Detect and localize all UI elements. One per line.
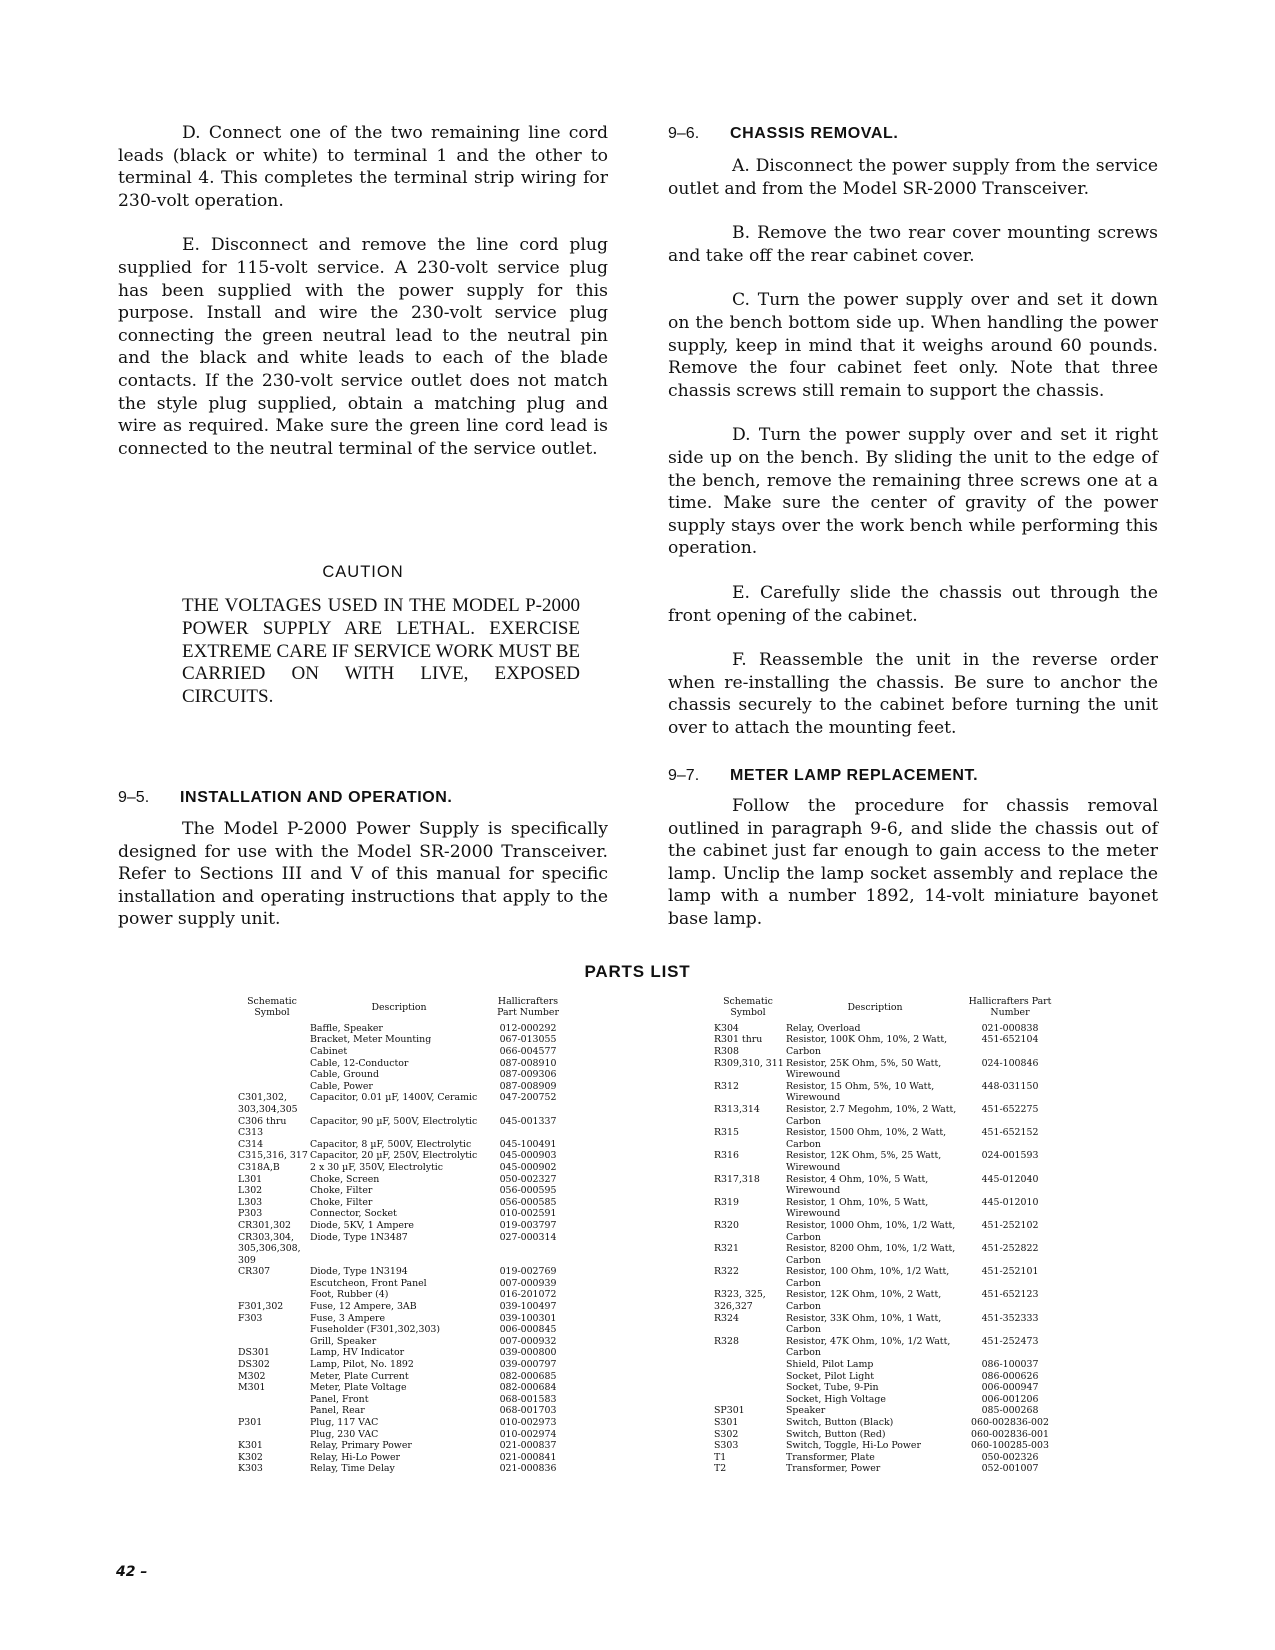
part-description: Resistor, 1000 Ohm, 10%, 1/2 Watt, Carbon (786, 1219, 956, 1243)
part-description: Resistor, 2.7 Megohm, 10%, 2 Watt, Carbon (786, 1103, 957, 1127)
table-row (710, 1394, 1056, 1406)
part-number: 451-252102 (981, 1219, 1039, 1231)
part-number: 068-001703 (499, 1405, 557, 1417)
table-row (234, 1046, 568, 1058)
part-symbol: R309,310, 311 (714, 1057, 784, 1069)
part-description: Meter, Plate Voltage (310, 1382, 407, 1394)
chassis-step-f: F. Reassemble the unit in the reverse order when re-installing the chassis. Be sure to anchor the chassis securely to the cabinet before turning the unit over to attach the mounting feet. (668, 650, 1158, 738)
part-number: 045-000903 (499, 1150, 557, 1162)
part-description: Relay, Time Delay (310, 1463, 395, 1475)
part-symbol: CR303,304, 305,306,308, 309 (238, 1231, 301, 1266)
part-description: Foot, Rubber (4) (310, 1289, 389, 1301)
table-header-row (710, 996, 1056, 1023)
part-description: Socket, Pilot Light (786, 1370, 875, 1382)
part-number: 050-002326 (981, 1451, 1039, 1463)
table-row (234, 1174, 568, 1186)
part-number: 451-652123 (981, 1289, 1039, 1301)
header-part-number: Hallicrafters Part Number (968, 996, 1052, 1019)
section-number: 9–6. (668, 125, 700, 142)
part-number: 039-000800 (499, 1347, 557, 1359)
part-number: 451-652275 (981, 1103, 1039, 1115)
part-description: Resistor, 33K Ohm, 10%, 1 Watt, Carbon (786, 1312, 942, 1336)
part-symbol (234, 1289, 310, 1301)
paragraph-e-service-plug: E. Disconnect and remove the line cord plug supplied for 115-volt service. A 230-volt service plug has been supplied with the power supply for this purpose. Install and wire the 230-volt service plug connecting the green neutral lead to the neutral pin and the black and white leads to each of the blade contacts. If the 230-volt service outlet does not match the style plug supplied, obtain a matching plug and wire as required. Make sure the green line cord lead is connected to the neutral terminal of the service outlet. (118, 235, 608, 459)
part-number: 007-000932 (499, 1335, 557, 1347)
part-number: 039-000797 (499, 1359, 557, 1371)
table-row (234, 1417, 568, 1429)
section-number: 9–5. (118, 789, 150, 806)
part-number: 019-002769 (499, 1266, 557, 1278)
table-row (234, 1278, 568, 1290)
part-symbol: C306 thru C313 (238, 1115, 287, 1139)
part-description: Cable, Power (310, 1080, 373, 1092)
part-number: 087-008909 (499, 1080, 557, 1092)
part-symbol: R317,318 (714, 1173, 760, 1185)
part-number: 012-000292 (499, 1022, 557, 1034)
part-symbol: F301,302 (238, 1301, 284, 1313)
part-symbol: K304 (714, 1022, 739, 1034)
part-number: 016-201072 (499, 1289, 557, 1301)
part-symbol: SP301 (714, 1405, 745, 1417)
part-description: Switch, Button (Red) (786, 1428, 886, 1440)
part-number: 039-100301 (499, 1312, 557, 1324)
table-row (234, 1440, 568, 1452)
header-symbol: Schematic Symbol (723, 996, 773, 1019)
parts-table-right (710, 996, 1056, 1475)
part-number: 050-002327 (499, 1173, 557, 1185)
part-symbol: R312 (714, 1080, 739, 1092)
part-description: Grill, Speaker (310, 1335, 377, 1347)
table-row (234, 1405, 568, 1417)
part-number: 047-200752 (499, 1092, 557, 1104)
section-9-6-heading (668, 125, 898, 143)
table-row (234, 1220, 568, 1232)
part-number: 060-002836-001 (971, 1428, 1049, 1440)
part-symbol (234, 1069, 310, 1081)
part-symbol: S303 (714, 1440, 739, 1452)
part-symbol: R328 (714, 1335, 739, 1347)
table-row (234, 1324, 568, 1336)
part-description: Resistor, 12K Ohm, 10%, 2 Watt, Carbon (786, 1289, 942, 1313)
table-row (710, 1023, 1056, 1035)
part-number: 045-001337 (499, 1115, 557, 1127)
part-description: Fuse, 12 Ampere, 3AB (310, 1301, 417, 1313)
part-description: Resistor, 8200 Ohm, 10%, 1/2 Watt, Carbon (786, 1243, 956, 1266)
part-description: Cable, Ground (310, 1069, 379, 1081)
part-number: 082-000685 (499, 1370, 557, 1382)
table-row (234, 1092, 568, 1115)
part-symbol: CR307 (238, 1266, 271, 1278)
part-description: Panel, Rear (310, 1405, 365, 1417)
part-number: 066-004577 (499, 1046, 557, 1057)
part-description: Speaker (786, 1405, 826, 1417)
part-symbol: DS302 (238, 1359, 270, 1371)
part-symbol (710, 1394, 786, 1406)
table-row (234, 1185, 568, 1197)
part-description: Switch, Toggle, Hi-Lo Power (786, 1440, 921, 1452)
table-row (234, 1139, 568, 1151)
table-row (710, 1463, 1056, 1475)
part-number: 085-000268 (981, 1405, 1039, 1417)
part-symbol (234, 1081, 310, 1093)
part-description: Cable, 12-Conductor (310, 1057, 409, 1069)
table-row (710, 1289, 1056, 1312)
installation-paragraph: The Model P-2000 Power Supply is specifically designed for use with the Model SR-2000 Transceiver. Refer to Sections III and V of this manual for specific installation and operating instructions that apply to the power supply unit. (118, 819, 608, 930)
part-symbol: T1 (714, 1451, 727, 1463)
part-symbol: M302 (238, 1370, 266, 1382)
table-row (710, 1150, 1056, 1173)
part-description: Shield, Pilot Lamp (786, 1359, 874, 1371)
part-symbol (234, 1336, 310, 1348)
part-symbol: R301 thru R308 (714, 1034, 763, 1057)
part-symbol: R320 (714, 1219, 739, 1231)
part-symbol: K303 (238, 1463, 263, 1475)
table-row (234, 1347, 568, 1359)
part-description: Resistor, 15 Ohm, 5%, 10 Watt, Wirewound (786, 1080, 935, 1104)
part-symbol: R323, 325, 326,327 (714, 1289, 766, 1313)
part-description: Socket, High Voltage (786, 1393, 886, 1405)
table-row (234, 1463, 568, 1475)
chassis-step-b: B. Remove the two rear cover mounting screws and take off the rear cabinet cover. (668, 223, 1158, 266)
chassis-step-a: A. Disconnect the power supply from the service outlet and from the Model SR-2000 Transceiver. (668, 156, 1158, 199)
table-row (710, 1197, 1056, 1220)
page-number: 42 – (116, 1564, 148, 1580)
part-description: Choke, Filter (310, 1185, 373, 1197)
table-row (710, 1174, 1056, 1197)
part-symbol: R316 (714, 1150, 739, 1162)
part-number: 087-008910 (499, 1057, 557, 1069)
part-symbol: L302 (238, 1185, 263, 1197)
part-symbol: T2 (714, 1463, 727, 1475)
table-row (710, 1220, 1056, 1243)
part-number: 060-002836-002 (971, 1417, 1049, 1428)
table-row (234, 1208, 568, 1220)
part-symbol: R324 (714, 1312, 739, 1324)
table-row (710, 1382, 1056, 1394)
part-number: 448-031150 (981, 1080, 1039, 1092)
part-symbol: S302 (714, 1428, 739, 1440)
part-symbol (234, 1429, 310, 1441)
part-number: 045-100491 (499, 1138, 557, 1150)
table-row (234, 1359, 568, 1371)
part-symbol: P301 (238, 1417, 263, 1428)
part-symbol (710, 1371, 786, 1383)
part-description: Transformer, Power (786, 1463, 881, 1475)
table-row (234, 1023, 568, 1035)
part-description: Lamp, Pilot, No. 1892 (310, 1359, 414, 1371)
table-row (234, 1058, 568, 1070)
part-symbol: DS301 (238, 1347, 270, 1359)
part-number: 445-012040 (981, 1173, 1039, 1185)
part-description: Capacitor, 0.01 µF, 1400V, Ceramic (310, 1092, 478, 1104)
part-description: Resistor, 47K Ohm, 10%, 1/2 Watt, Carbon (786, 1335, 951, 1359)
table-row (710, 1058, 1056, 1081)
table-row (710, 1034, 1056, 1057)
header-description: Description (847, 1001, 903, 1013)
part-symbol: K301 (238, 1440, 263, 1452)
part-description: Resistor, 1 Ohm, 10%, 5 Watt, Wirewound (786, 1196, 929, 1220)
part-symbol: R315 (714, 1127, 739, 1139)
table-row (710, 1371, 1056, 1383)
part-number: 010-002974 (499, 1428, 557, 1440)
part-description: Plug, 117 VAC (310, 1417, 379, 1428)
part-number: 007-000939 (499, 1277, 557, 1289)
part-symbol (234, 1405, 310, 1417)
table-row (710, 1440, 1056, 1452)
part-number: 006-000947 (981, 1382, 1039, 1394)
part-symbol: S301 (714, 1417, 739, 1428)
part-description: Transformer, Plate (786, 1451, 875, 1463)
part-description: Resistor, 1500 Ohm, 10%, 2 Watt, Carbon (786, 1127, 947, 1150)
table-header-row (234, 996, 568, 1023)
table-row (234, 1034, 568, 1046)
section-title: INSTALLATION AND OPERATION. (180, 789, 453, 806)
part-number: 045-000902 (499, 1161, 557, 1173)
part-symbol (234, 1058, 310, 1070)
part-number: 451-652152 (981, 1127, 1039, 1139)
part-description: Meter, Plate Current (310, 1370, 409, 1382)
table-row (710, 1243, 1056, 1266)
table-row (710, 1359, 1056, 1371)
section-9-6-body (668, 155, 1158, 739)
parts-table-left (234, 996, 568, 1475)
part-description: Capacitor, 90 µF, 500V, Electrolytic (310, 1115, 478, 1127)
part-description: Relay, Overload (786, 1022, 861, 1034)
header-part-number: Hallicrafters Part Number (497, 996, 559, 1019)
part-number: 021-000836 (499, 1463, 557, 1475)
part-symbol (234, 1278, 310, 1290)
part-number: 086-000626 (981, 1370, 1039, 1382)
part-description: Connector, Socket (310, 1208, 397, 1220)
part-number: 010-002591 (499, 1208, 557, 1220)
part-symbol: R319 (714, 1196, 739, 1208)
part-symbol: F303 (238, 1312, 263, 1324)
part-description: Diode, Type 1N3487 (310, 1231, 408, 1243)
table-row (710, 1313, 1056, 1336)
part-symbol: C301,302, 303,304,305 (238, 1092, 298, 1115)
table-row (234, 1452, 568, 1464)
table-row (234, 1069, 568, 1081)
table-row (710, 1266, 1056, 1289)
table-row (710, 1127, 1056, 1150)
part-number: 024-100846 (981, 1057, 1039, 1069)
table-row (234, 1371, 568, 1383)
table-row (234, 1289, 568, 1301)
table-row (234, 1301, 568, 1313)
part-description: Choke, Filter (310, 1196, 373, 1208)
section-9-7-heading (668, 767, 978, 785)
part-number: 024-001593 (981, 1150, 1039, 1162)
part-description: Resistor, 25K Ohm, 5%, 50 Watt, Wirewound (786, 1057, 942, 1081)
table-row (710, 1336, 1056, 1359)
part-number: 006-001206 (981, 1393, 1039, 1405)
table-row (234, 1382, 568, 1394)
header-description: Description (371, 1001, 427, 1013)
part-number: 086-100037 (981, 1359, 1039, 1371)
section-number: 9–7. (668, 767, 700, 784)
part-number: 052-001007 (981, 1463, 1039, 1475)
part-description: Fuse, 3 Ampere (310, 1312, 386, 1324)
part-symbol (234, 1046, 310, 1058)
part-number: 027-000314 (499, 1231, 557, 1243)
part-symbol (710, 1359, 786, 1371)
part-number: 087-009306 (499, 1069, 557, 1081)
part-symbol: P303 (238, 1208, 263, 1220)
part-symbol: L303 (238, 1196, 263, 1208)
part-number: 010-002973 (499, 1417, 557, 1428)
part-symbol: CR301,302 (238, 1219, 291, 1231)
table-row (234, 1116, 568, 1139)
part-number: 451-252473 (981, 1335, 1039, 1347)
part-symbol: R321 (714, 1243, 739, 1255)
part-number: 019-003797 (499, 1219, 557, 1231)
table-row (234, 1394, 568, 1406)
table-row (710, 1081, 1056, 1104)
part-symbol (710, 1382, 786, 1394)
part-number: 068-001583 (499, 1393, 557, 1405)
part-number: 021-000837 (499, 1440, 557, 1452)
part-symbol (234, 1034, 310, 1046)
part-description: Diode, 5KV, 1 Ampere (310, 1219, 414, 1231)
part-description: Capacitor, 8 µF, 500V, Electrolytic (310, 1138, 472, 1150)
part-description: Capacitor, 20 µF, 250V, Electrolytic (310, 1150, 478, 1162)
section-9-5-heading (118, 789, 452, 807)
table-row (710, 1452, 1056, 1464)
part-number: 056-000585 (499, 1196, 557, 1208)
part-symbol: R313,314 (714, 1103, 760, 1115)
part-symbol: R322 (714, 1266, 739, 1278)
part-symbol: C318A,B (238, 1161, 280, 1173)
part-description: Resistor, 100K Ohm, 10%, 2 Watt, Carbon (786, 1034, 948, 1057)
table-row (234, 1429, 568, 1441)
part-symbol (234, 1324, 310, 1336)
part-number: 445-012010 (981, 1196, 1039, 1208)
table-row (234, 1150, 568, 1162)
part-description: Plug, 230 VAC (310, 1428, 379, 1440)
part-number: 021-000841 (499, 1451, 557, 1463)
part-description: Choke, Screen (310, 1173, 380, 1185)
table-row (710, 1405, 1056, 1417)
section-9-7-body (668, 795, 1158, 931)
header-symbol: Schematic Symbol (247, 996, 297, 1019)
part-number: 082-000684 (499, 1382, 557, 1394)
part-symbol: K302 (238, 1451, 263, 1463)
part-symbol: M301 (238, 1382, 266, 1394)
part-symbol (234, 1023, 310, 1035)
section-title: CHASSIS REMOVAL. (730, 125, 899, 142)
chassis-step-e: E. Carefully slide the chassis out through the front opening of the cabinet. (668, 582, 1158, 626)
part-description: Baffle, Speaker (310, 1022, 383, 1034)
table-row (234, 1336, 568, 1348)
part-number: 056-000595 (499, 1185, 557, 1197)
part-description: Switch, Button (Black) (786, 1417, 894, 1428)
part-number: 451-252101 (981, 1266, 1039, 1278)
part-description: Diode, Type 1N3194 (310, 1266, 408, 1278)
part-description: Socket, Tube, 9-Pin (786, 1382, 879, 1394)
part-description: Panel, Front (310, 1393, 369, 1405)
part-description: 2 x 30 µF, 350V, Electrolytic (310, 1161, 444, 1173)
part-number: 060-100285-003 (971, 1440, 1049, 1452)
part-number: 451-352333 (981, 1312, 1039, 1324)
caution-body: THE VOLTAGES USED IN THE MODEL P-2000 POWER SUPPLY ARE LETHAL. EXERCISE EXTREME CARE IF SERVICE WORK MUST BE CARRIED ON WITH LIVE, EXPOSED CIRCUITS. (182, 595, 580, 708)
part-description: Relay, Hi-Lo Power (310, 1451, 401, 1463)
section-title: METER LAMP REPLACEMENT. (730, 767, 979, 784)
part-description: Escutcheon, Front Panel (310, 1277, 427, 1289)
paragraph-d-terminal-wiring: D. Connect one of the two remaining line cord leads (black or white) to terminal 1 and the other to terminal 4. This completes the terminal strip wiring for 230-volt operation. (118, 123, 608, 211)
table-row (234, 1266, 568, 1278)
table-row (710, 1417, 1056, 1429)
part-symbol: C315,316, 317 (238, 1150, 308, 1162)
part-description: Lamp, HV Indicator (310, 1347, 405, 1359)
part-description: Resistor, 100 Ohm, 10%, 1/2 Watt, Carbon (786, 1266, 950, 1289)
part-number: 006-000845 (499, 1324, 557, 1336)
part-number: 021-000838 (981, 1022, 1039, 1034)
part-description: Bracket, Meter Mounting (310, 1034, 432, 1046)
table-row (710, 1429, 1056, 1441)
table-row (234, 1197, 568, 1209)
table-row (234, 1162, 568, 1174)
part-description: Cabinet (310, 1046, 348, 1057)
chassis-step-c: C. Turn the power supply over and set it down on the bench bottom side up. When handling the power supply, keep in mind that it weighs around 60 pounds. Remove the four cabinet feet only. Note that three chassis screws still remain to support the chassis. (668, 290, 1158, 401)
part-symbol (234, 1394, 310, 1406)
part-description: Relay, Primary Power (310, 1440, 412, 1452)
part-number: 067-013055 (499, 1034, 557, 1046)
part-symbol: L301 (238, 1173, 263, 1185)
part-symbol: C314 (238, 1138, 264, 1150)
part-description: Fuseholder (F301,302,303) (310, 1324, 441, 1336)
left-column (118, 122, 608, 460)
table-row (710, 1104, 1056, 1127)
parts-list-title: PARTS LIST (584, 962, 691, 981)
part-description: Resistor, 12K Ohm, 5%, 25 Watt, Wirewound (786, 1150, 942, 1173)
table-row (234, 1232, 568, 1267)
part-number: 451-252822 (981, 1243, 1039, 1255)
meter-lamp-paragraph: Follow the procedure for chassis removal outlined in paragraph 9-6, and slide the chassis out of the cabinet just far enough to gain access to the meter lamp. Unclip the lamp socket assembly and replace the lamp with a number 1892, 14-volt miniature bayonet base lamp. (668, 796, 1158, 929)
table-row (234, 1081, 568, 1093)
section-9-5-body (118, 818, 608, 931)
chassis-step-d: D. Turn the power supply over and set it right side up on the bench. By sliding the unit to the edge of the bench, remove the remaining three screws one at a time. Make sure the center of gravity of the power supply stays over the work bench while performing this operation. (668, 425, 1158, 559)
caution-title: CAUTION (322, 563, 404, 581)
part-description: Resistor, 4 Ohm, 10%, 5 Watt, Wirewound (786, 1173, 929, 1197)
table-row (234, 1313, 568, 1325)
part-number: 039-100497 (499, 1301, 557, 1313)
part-number: 451-652104 (981, 1034, 1039, 1046)
